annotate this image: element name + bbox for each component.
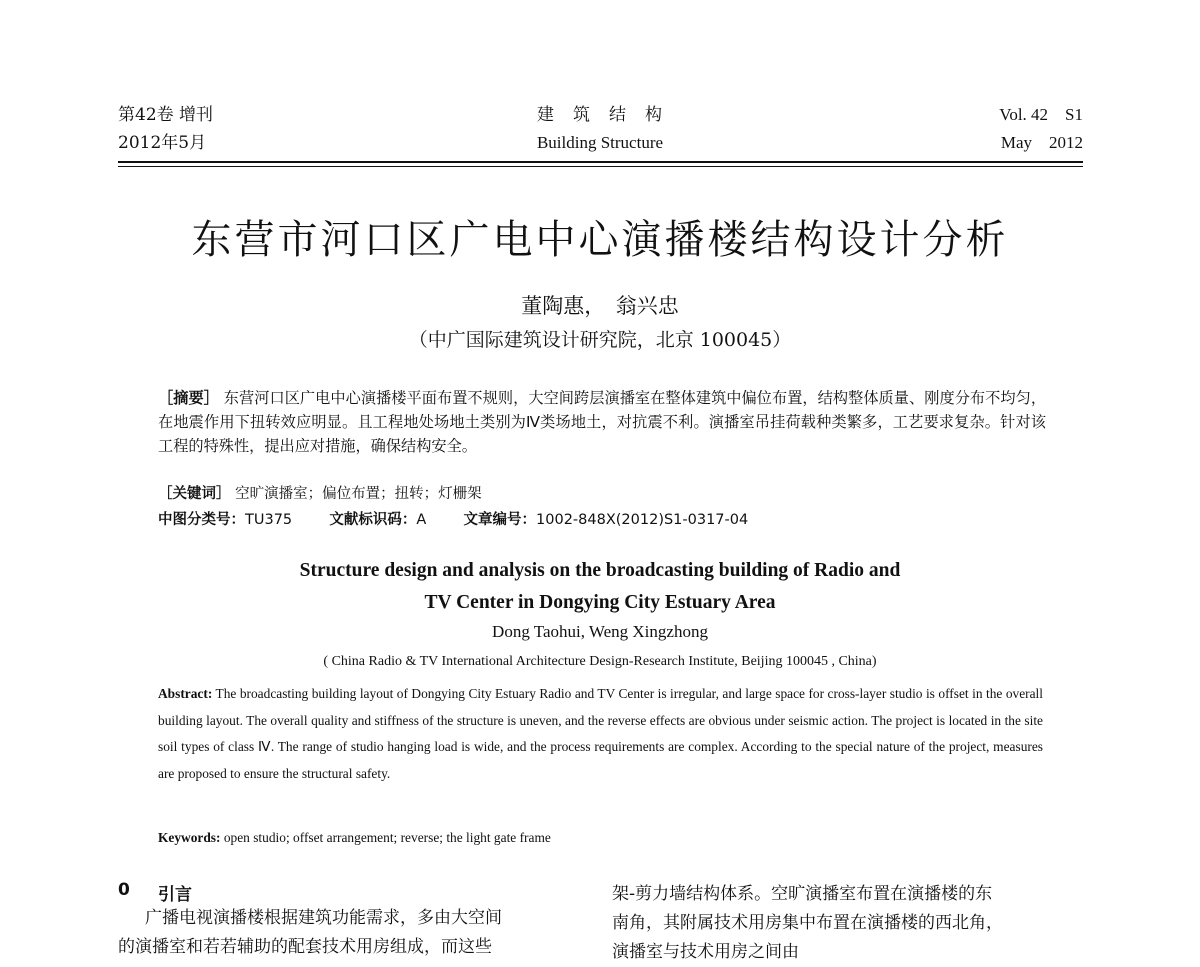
body-left-line2: 的演播室和若若辅助的配套技术用房组成，而这些 (118, 937, 492, 957)
article-title-cn: 东营市河口区广电中心演播楼结构设计分析 (191, 217, 1009, 263)
header-rule-thin (118, 166, 1083, 167)
date-en: May 2012 (1000, 133, 1083, 152)
volume-issue: 第42卷 增刊 (118, 105, 214, 125)
article-title-en-line1: Structure design and analysis on the broadcasting building of Radio and (299, 560, 901, 581)
volume-en: Vol. 42 S1 (999, 105, 1083, 124)
publication-date: 2012年5月 (118, 133, 207, 153)
classification-line (158, 508, 1046, 532)
section-title: 引言 (158, 885, 192, 905)
section-number: 0 (118, 880, 130, 900)
abstract-cn-text: 东营河口区广电中心演播楼平面布置不规则，大空间跨层演播室在整体建筑中偏位布置，结构整体质量、刚度分布不均匀，在地震作用下扭转效应明显。且工程地处场地土类别为Ⅳ类场地土，对抗震不利。演播室吊挂荷载种类繁多，工艺要求复杂。针对该工程的特殊性，提出应对措施，确保结构安全。 (158, 389, 1047, 455)
keywords-en (158, 830, 1043, 846)
abstract-en-text: The broadcasting building layout of Dongying City Estuary Radio and TV Center is irregular, and large space for cross-layer studio is offset in the overall building layout. The overall quality and stiffness of the structure is uneven, and the reverse effects are obvious under seismic action. The project is located in the site soil types of class Ⅳ. The range of studio hanging load is wide, and the process requirements are complex. According to the special nature of the project, measures are proposed to ensure the structural safety. (158, 686, 1043, 781)
authors-en: Dong Taohui, Weng Xingzhong (492, 622, 708, 641)
keywords-en-label: Keywords: (158, 830, 221, 845)
abstract-cn-label: ［摘要］ (158, 389, 219, 407)
affiliation-cn: （中广国际建筑设计研究院，北京 100045） (408, 329, 792, 351)
clc-label: 中图分类号： (158, 512, 245, 528)
abstract-en-label: Abstract: (158, 686, 213, 701)
article-no-label: 文章编号： (463, 512, 537, 528)
article-title-en-line2: TV Center in Dongying City Estuary Area (424, 592, 776, 613)
body-right-line1: 架-剪力墙结构体系。空旷演播室布置在演播楼的东 (612, 884, 993, 904)
keywords-cn-label: ［关键词］ (158, 486, 231, 502)
keywords-cn (158, 482, 1046, 506)
clc-value: TU375 (245, 512, 293, 528)
abstract-en (158, 681, 1043, 787)
body-left-line1: 广播电视演播楼根据建筑功能需求，多由大空间 (145, 908, 502, 928)
header-rule-thick (118, 161, 1083, 163)
affiliation-en: ( China Radio & TV International Architecture Design-Research Institute, Beijing 100045 , China) (323, 654, 877, 669)
doc-code-value: A (416, 512, 427, 528)
doc-code-label: 文献标识码： (329, 512, 417, 528)
journal-name-en: Building Structure (536, 133, 664, 152)
keywords-en-text: open studio; offset arrangement; reverse; the light gate frame (223, 830, 551, 845)
keywords-cn-text: 空旷演播室；偏位布置；扭转；灯栅架 (235, 486, 482, 502)
abstract-cn (158, 386, 1046, 458)
body-right-line3: 演播室与技术用房之间由 (612, 942, 799, 962)
body-right-line2: 南角，其附属技术用房集中布置在演播楼的西北角， (612, 913, 1003, 933)
authors-cn: 董陶惠， 翁兴忠 (521, 294, 679, 318)
journal-name-cn: 建 筑 结 构 (537, 105, 663, 125)
article-no-value: 1002-848X(2012)S1-0317-04 (536, 512, 749, 528)
